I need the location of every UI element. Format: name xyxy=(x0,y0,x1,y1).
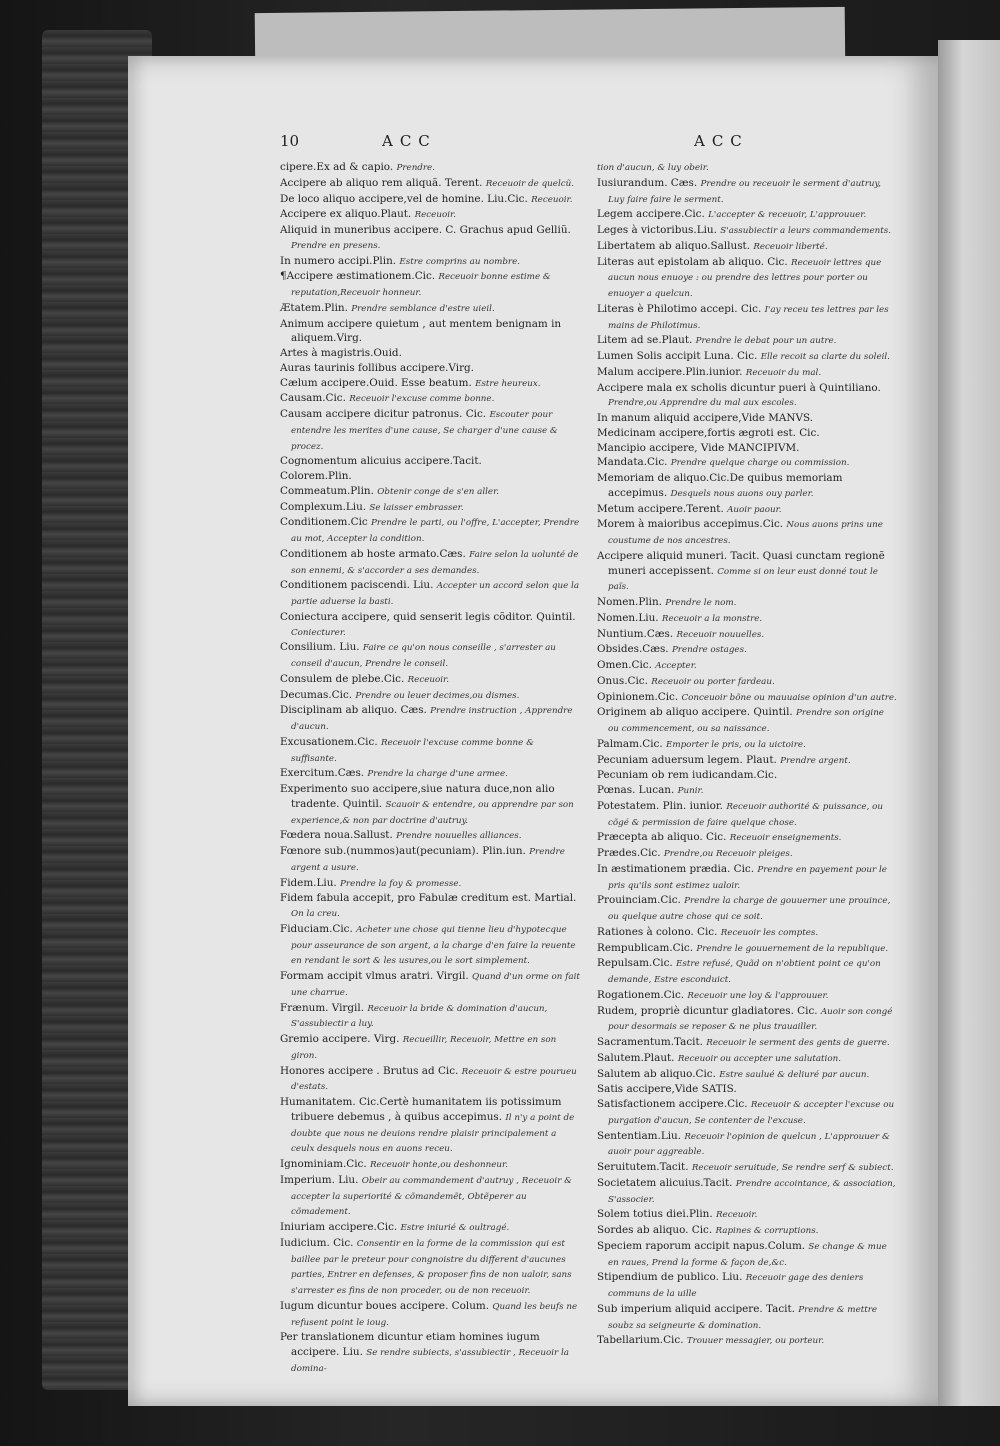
french-gloss: L'accepter & receuoir, L'approuuer. xyxy=(708,210,867,221)
dictionary-entry xyxy=(597,333,897,349)
french-gloss: Prendre accointance, & association, S'associer. xyxy=(608,1178,896,1205)
dictionary-entry xyxy=(597,988,897,1004)
dictionary-entry xyxy=(597,1067,897,1083)
dictionary-entry xyxy=(597,783,897,799)
dictionary-entry xyxy=(280,454,580,469)
french-gloss: Se change & mue en raues, Prend la forme & façon de,&c. xyxy=(608,1241,887,1268)
dictionary-entry xyxy=(280,610,580,641)
latin-phrase: Stipendium de publico. Liu. xyxy=(597,1271,743,1284)
latin-phrase: Legem accipere.Cic. xyxy=(597,208,705,221)
french-gloss: Auoir son congé pour desormais se reposer & ne plus trauailler. xyxy=(608,1006,893,1033)
dictionary-entry xyxy=(597,862,897,894)
latin-phrase: Fœdera noua.Sallust. xyxy=(280,829,393,842)
dictionary-entry xyxy=(280,688,580,704)
dictionary-entry xyxy=(280,223,580,254)
latin-phrase: Consilium. Liu. xyxy=(280,641,360,654)
latin-phrase: Humanitatem. Cic.Certè humanitatem iis potissimum tribuere debemus , à quibus accepimus. xyxy=(280,1096,562,1123)
dictionary-entry xyxy=(280,1236,580,1299)
dictionary-entry xyxy=(280,1095,580,1157)
french-gloss: Receuoir authorité & puissance, ou cõgé & permission de faire quelque chose. xyxy=(608,801,883,828)
dictionary-entry xyxy=(597,595,897,611)
latin-phrase: Honores accipere . Brutus ad Cic. xyxy=(280,1064,459,1077)
dictionary-entry xyxy=(280,1157,580,1173)
dictionary-entry xyxy=(597,1333,897,1349)
french-gloss: Estre iniurié & oultragé. xyxy=(400,1223,510,1233)
latin-phrase: Pœnas. Lucan. xyxy=(597,784,675,796)
latin-phrase: Excusationem.Cic. xyxy=(280,735,378,748)
latin-phrase: Memoriam de aliquo.Cic.De quibus memoriam accepimus. xyxy=(597,472,843,499)
latin-phrase: Mancipio accipere, Vide MANCIPIVM. xyxy=(597,441,800,454)
left-column xyxy=(280,160,580,1377)
dictionary-entry xyxy=(597,768,897,783)
latin-phrase: Metum accipere.Terent. xyxy=(597,502,724,515)
french-gloss: Receuoir a la monstre. xyxy=(661,613,763,624)
french-gloss: Prendre & mettre soubz sa seigneurie & domination. xyxy=(608,1304,878,1331)
french-gloss: Recueillir, Receuoir, Mettre en son giron. xyxy=(291,1035,557,1061)
latin-phrase: Per translationem dicuntur etiam homines iugum accipere. Liu. xyxy=(280,1331,540,1358)
latin-phrase: Sub imperium aliquid accipere. Tacit. xyxy=(597,1302,795,1315)
dictionary-entry xyxy=(280,1001,580,1033)
latin-phrase: Causam.Cic. xyxy=(280,392,346,405)
dictionary-entry xyxy=(597,1160,897,1176)
dictionary-entry xyxy=(597,1035,897,1051)
latin-phrase: Accipere aliquid muneri. Tacit. Quasi cunctam regionẽ muneri accepissent. xyxy=(597,549,885,577)
latin-phrase: Coniectura accipere, quid senserit legis cõditor. Quintil. xyxy=(280,610,576,623)
latin-phrase: Prouinciam.Cic. xyxy=(597,894,681,907)
dictionary-entry xyxy=(597,381,897,412)
french-gloss: Rapines & corruptions. xyxy=(715,1226,819,1236)
french-gloss: Estre refusé, Quãd on n'obtient point ce qu'on demande, Estre esconduict. xyxy=(608,959,881,985)
french-gloss: Quand les beufs ne refusent point le ioug. xyxy=(291,1301,578,1328)
french-gloss: Trouuer messagier, ou porteur. xyxy=(686,1336,825,1347)
french-gloss: Prendre ou leuer decimes,ou dismes. xyxy=(355,690,520,701)
french-gloss: Estre comprins au nombre. xyxy=(399,256,521,267)
dictionary-entry xyxy=(280,469,580,484)
dictionary-entry xyxy=(597,223,897,239)
french-gloss: Prendre la foy & promesse. xyxy=(340,878,462,889)
french-gloss: Receuoir une loy & l'approuuer. xyxy=(687,990,829,1001)
latin-phrase: Animum accipere quietum , aut mentem benignam in aliquem.Virg. xyxy=(280,317,562,345)
french-gloss: Desquels nous auons ouy parler. xyxy=(670,488,814,499)
latin-phrase: Causam accipere dicitur patronus. Cic. xyxy=(280,408,487,420)
dictionary-entry xyxy=(597,941,897,957)
latin-phrase: Cælum accipere.Ouid. Esse beatum. xyxy=(280,376,472,389)
latin-phrase: Medicinam accipere,fortis ægroti est. Cic. xyxy=(597,426,820,439)
latin-phrase: Experimento suo accipere,siue natura duce,non alio tradente. Quintil. xyxy=(280,783,555,810)
french-gloss: Scauoir & entendre, ou apprendre par son experience,& non par doctrine d'autruy. xyxy=(291,799,574,826)
latin-phrase: Exercitum.Cæs. xyxy=(280,767,365,780)
latin-phrase: Salutem.Plaut. xyxy=(597,1051,675,1064)
dictionary-entry xyxy=(280,192,580,208)
french-gloss: Estre saulué & deliuré par aucun. xyxy=(719,1069,870,1080)
latin-phrase: Rationes à colono. Cic. xyxy=(597,925,718,938)
french-gloss: Receuoir nouuelles. xyxy=(676,629,765,640)
french-gloss: Receuoir les comptes. xyxy=(720,927,819,938)
latin-phrase: Formam accipit vlmus aratri. Virgil. xyxy=(280,970,469,982)
latin-phrase: Literas aut epistolam ab aliquo. Cic. xyxy=(597,255,788,268)
dictionary-entry xyxy=(597,642,897,658)
latin-phrase: Satis accipere,Vide SATIS. xyxy=(597,1083,737,1096)
french-gloss: I'ay receu tes lettres par les mains de Philotimus. xyxy=(608,304,889,331)
latin-phrase: Litem ad se.Plaut. xyxy=(597,334,693,347)
dictionary-entry xyxy=(280,207,580,223)
french-gloss: Receuoir bonne estime & reputation,Receuoir honneur. xyxy=(291,272,551,298)
dictionary-entry xyxy=(597,207,897,223)
dictionary-entry xyxy=(597,239,897,255)
french-gloss: Receuoir enseignements. xyxy=(729,833,842,844)
dictionary-entry xyxy=(597,658,897,674)
dictionary-entry xyxy=(280,735,580,767)
latin-phrase: Fiduciam.Cic. xyxy=(280,922,353,935)
french-gloss: Conceuoir bõne ou mauuaise opinion d'un autre. xyxy=(681,692,897,703)
french-gloss: Prendre son origine ou commencement, ou sa naissance. xyxy=(608,708,884,734)
running-head-right: ACC xyxy=(694,132,749,150)
latin-phrase: Pecuniam aduersum legem. Plaut. xyxy=(597,753,777,766)
latin-phrase: Frænum. Virgil. xyxy=(280,1001,364,1014)
dictionary-entry xyxy=(280,391,580,407)
dictionary-entry xyxy=(280,640,580,672)
dictionary-entry xyxy=(597,1004,897,1036)
dictionary-entry xyxy=(597,1207,897,1223)
french-gloss: Prendre instruction , Apprendre d'aucun. xyxy=(291,706,573,732)
french-gloss: Consentir en la forme de la commission qui est baillee par le preteur pour congnoistre du different d'aucunes parties, Entrer en defenses, & proposer fins de non ualoir, sans s'arrester es fins de non proceder, ou de non receuoir. xyxy=(291,1238,572,1296)
latin-phrase: Libertatem ab aliquo.Sallust. xyxy=(597,239,751,252)
french-gloss: Prendre le parti, ou l'offre, L'accepter, Prendre au mot, Accepter la condition. xyxy=(291,518,580,544)
french-gloss: Prendre argent. xyxy=(780,755,851,766)
french-gloss: Prendre,ou Receuoir pleiges. xyxy=(663,849,793,859)
dictionary-entry xyxy=(280,672,580,688)
french-gloss: Receuoir & accepter l'excuse ou purgation d'aucun, Se contenter de l'excuse. xyxy=(608,1100,895,1126)
dictionary-entry xyxy=(597,365,897,381)
dictionary-entry xyxy=(280,269,580,301)
french-gloss: Receuoir le serment des gents de guerre. xyxy=(706,1038,890,1048)
dictionary-entry xyxy=(280,317,580,347)
french-gloss: Faire ce qu'on nous conseille , s'arrester au conseil d'aucun, Prendre le conseil. xyxy=(291,643,556,669)
dictionary-entry xyxy=(280,891,580,922)
french-gloss: Se rendre subiects, s'assubiectir , Receuoir la domina- xyxy=(291,1348,569,1374)
french-gloss: Receuoir. xyxy=(531,194,573,205)
latin-phrase: Pecuniam ob rem iudicandam.Cic. xyxy=(597,769,778,782)
dictionary-entry xyxy=(597,455,897,471)
french-gloss: Nous auons prins une coustume de nos ancestres. xyxy=(608,520,883,546)
dictionary-entry xyxy=(597,426,897,441)
french-gloss: Obeir au commandement d'autruy , Receuoir & accepter la superiorité & cõmandemẽt, Obtẽperer au cõmadement. xyxy=(291,1175,572,1218)
latin-phrase: Nuntium.Cæs. xyxy=(597,627,674,640)
dictionary-entry xyxy=(280,766,580,782)
dictionary-entry xyxy=(597,1176,897,1208)
latin-phrase: Morem à maioribus accepimus.Cic. xyxy=(597,518,784,531)
dictionary-entry xyxy=(280,922,580,969)
latin-phrase: Auras taurinis follibus accipere.Virg. xyxy=(280,361,474,374)
french-gloss: Auoir paour. xyxy=(727,504,782,515)
latin-phrase: Gremio accipere. Virg. xyxy=(280,1033,400,1045)
latin-phrase: Omen.Cic. xyxy=(597,659,652,671)
latin-phrase: In æstimationem prædia. Cic. xyxy=(597,862,755,875)
latin-phrase: Sententiam.Liu. xyxy=(597,1129,682,1142)
dictionary-entry xyxy=(280,176,580,192)
latin-phrase: De loco aliquo accipere,vel de homine. Liu.Cic. xyxy=(280,192,528,205)
latin-phrase: Repulsam.Cic. xyxy=(597,957,673,970)
dictionary-entry xyxy=(280,1064,580,1096)
dictionary-entry xyxy=(597,160,897,176)
latin-phrase: Sordes ab aliquo. Cic. xyxy=(597,1224,713,1236)
latin-phrase: Accipere ex aliquo.Plaut. xyxy=(280,208,412,221)
latin-phrase: Complexum.Liu. xyxy=(280,500,367,513)
latin-phrase: Malum accipere.Plin.iunior. xyxy=(597,365,743,378)
latin-phrase: Conditionem.Cic xyxy=(280,516,368,529)
dictionary-entry xyxy=(597,549,897,595)
dictionary-entry xyxy=(597,176,897,208)
latin-phrase: Disciplinam ab aliquo. Cæs. xyxy=(280,704,427,717)
dictionary-entry xyxy=(597,1239,897,1271)
running-head-left: ACC xyxy=(382,132,437,150)
latin-phrase: Onus.Cic. xyxy=(597,674,648,687)
latin-phrase: Societatem alicuius.Tacit. xyxy=(597,1176,733,1189)
latin-phrase: Rogationem.Cic. xyxy=(597,988,685,1001)
french-gloss: Prendre en presens. xyxy=(291,240,381,251)
latin-phrase: Opinionem.Cic. xyxy=(597,690,679,703)
french-gloss: Prendre la charge d'une armee. xyxy=(367,769,508,780)
latin-phrase: Commeatum.Plin. xyxy=(280,484,374,497)
dictionary-entry xyxy=(597,1051,897,1067)
french-gloss: Comme si on leur eust donné tout le païs. xyxy=(608,566,878,593)
french-gloss: Elle recoit sa clarte du soleil. xyxy=(760,352,890,362)
french-gloss: Obtenir conge de s'en aller. xyxy=(377,486,500,497)
latin-phrase: Solem totius diei.Plin. xyxy=(597,1208,713,1221)
dictionary-entry xyxy=(280,844,580,876)
french-gloss: Emporter le pris, ou la uictoire. xyxy=(665,739,806,750)
dictionary-entry xyxy=(597,627,897,643)
french-gloss: tion d'aucun, & luy obeir. xyxy=(597,163,709,173)
dictionary-entry xyxy=(280,361,580,376)
facing-page-edge xyxy=(938,40,1000,1406)
french-gloss: Receuoir l'opinion de quelcun , L'approuuer & auoir pour aggreable. xyxy=(608,1131,890,1158)
dictionary-entry xyxy=(597,893,897,925)
latin-phrase: Cognomentum alicuius accipere.Tacit. xyxy=(280,455,482,468)
dictionary-entry xyxy=(280,578,580,610)
french-gloss: Prendre le nom. xyxy=(665,598,737,608)
dictionary-entry xyxy=(280,515,580,547)
french-gloss: Prendre semblance d'estre uieil. xyxy=(351,303,495,314)
latin-phrase: Prædes.Cic. xyxy=(597,847,661,859)
latin-phrase: Fœnore sub.(nummos)aut(pecuniam). Plin.iun. xyxy=(280,845,526,857)
latin-phrase: Accipere mala ex scholis dicuntur pueri à Quintiliano. xyxy=(597,381,881,394)
french-gloss: Receuoir. xyxy=(414,210,456,221)
dictionary-entry xyxy=(280,1220,580,1236)
dictionary-entry xyxy=(280,500,580,516)
dictionary-entry xyxy=(280,782,580,828)
dictionary-entry xyxy=(597,846,897,862)
latin-phrase: Tabellarium.Cic. xyxy=(597,1334,684,1347)
latin-phrase: Seruitutem.Tacit. xyxy=(597,1161,689,1173)
french-gloss: Prendre,ou Apprendre du mal aux escoles. xyxy=(608,398,797,409)
dictionary-entry xyxy=(597,471,897,502)
french-gloss: Receuoir liberté. xyxy=(753,241,828,252)
dictionary-entry xyxy=(597,441,897,456)
latin-phrase: Accipere ab aliquo rem aliquã. Terent. xyxy=(280,176,483,189)
dictionary-entry xyxy=(280,1330,580,1376)
dictionary-entry xyxy=(280,484,580,500)
dictionary-entry xyxy=(597,956,897,988)
french-gloss: Receuoir gage des deniers communs de la uille xyxy=(608,1273,864,1299)
dictionary-entry xyxy=(597,1129,897,1161)
dictionary-entry xyxy=(280,1299,580,1331)
latin-phrase: Potestatem. Plin. iunior. xyxy=(597,799,723,812)
dictionary-entry xyxy=(597,502,897,518)
page-number: 10 xyxy=(280,132,300,150)
french-gloss: Punir. xyxy=(677,786,704,796)
dictionary-entry xyxy=(280,828,580,844)
french-gloss: Receuoir & estre pourueu d'estats. xyxy=(291,1066,577,1093)
dictionary-entry xyxy=(280,969,580,1001)
french-gloss: On la creu. xyxy=(291,909,340,919)
latin-phrase: Obsides.Cæs. xyxy=(597,643,669,656)
latin-phrase: Imperium. Liu. xyxy=(280,1173,359,1186)
latin-phrase: In manum aliquid accipere,Vide MANVS. xyxy=(597,412,814,424)
french-gloss: Accepter un accord selon que la partie aduerse la basti. xyxy=(291,581,580,607)
french-gloss: S'assubiectir a leurs commandements. xyxy=(720,226,891,236)
dictionary-entry xyxy=(280,346,580,361)
latin-phrase: Rempublicam.Cic. xyxy=(597,941,694,954)
dictionary-entry xyxy=(597,753,897,769)
latin-phrase: Rudem, propriè dicuntur gladiatores. Cic. xyxy=(597,1004,818,1017)
latin-phrase: Consulem de plebe.Cic. xyxy=(280,672,405,685)
dictionary-entry xyxy=(597,349,897,365)
french-gloss: Receuoir honte,ou deshonneur. xyxy=(369,1160,508,1170)
latin-phrase: Præcepta ab aliquo. Cic. xyxy=(597,831,727,844)
dictionary-entry xyxy=(280,301,580,317)
latin-phrase: Literas è Philotimo accepi. Cic. xyxy=(597,302,762,315)
french-gloss: Receuoir ou accepter une salutation. xyxy=(677,1053,841,1064)
latin-phrase: Nomen.Plin. xyxy=(597,596,662,608)
french-gloss: Receuoir seruitude, Se rendre serf & subiect. xyxy=(691,1163,894,1173)
dictionary-entry xyxy=(597,674,897,690)
french-gloss: Receuoir l'excuse comme bonne. xyxy=(349,394,495,405)
french-gloss: Coniecturer. xyxy=(291,627,346,638)
french-gloss: Receuoir ou porter fardeau. xyxy=(651,676,775,687)
french-gloss: Il n'y a point de doubte que nous ne deuions rendre plaisir principalement a ceulx desquels nous en auons receu. xyxy=(291,1112,575,1155)
latin-phrase: Lumen Solis accipit Luna. Cic. xyxy=(597,350,758,362)
dictionary-entry xyxy=(597,611,897,627)
french-gloss: Se laisser embrasser. xyxy=(369,502,464,513)
dictionary-entry xyxy=(597,925,897,941)
latin-phrase: Palmam.Cic. xyxy=(597,737,663,750)
french-gloss: Escouter pour entendre les merites d'une cause, Se charger d'une cause & procez. xyxy=(291,410,558,452)
french-gloss: Prendre la charge de gouuerner une prouince, ou quelque autre chose qui ce soit. xyxy=(608,896,891,922)
right-column xyxy=(597,160,897,1349)
french-gloss: Acheter une chose qui tienne lieu d'hypotecque pour asseurance de son argent, a la charge d'en faire la reuente en rendant le sort & les usures,ou le sort simplement. xyxy=(291,924,576,967)
french-gloss: Receuoir la bride & domination d'aucun, S'assubiectir a luy. xyxy=(291,1003,548,1030)
dictionary-entry xyxy=(280,407,580,454)
latin-phrase: Iniuriam accipere.Cic. xyxy=(280,1221,398,1233)
french-gloss: Prendre quelque charge ou commission. xyxy=(670,458,850,469)
dictionary-entry xyxy=(280,1032,580,1064)
dictionary-entry xyxy=(280,160,580,176)
latin-phrase: In numero accipi.Plin. xyxy=(280,254,397,267)
french-gloss: Prendre ostages. xyxy=(671,645,747,656)
latin-phrase: Artes à magistris.Ouid. xyxy=(280,347,402,359)
dictionary-entry xyxy=(597,1270,897,1302)
dictionary-entry xyxy=(280,254,580,270)
latin-phrase: Salutem ab aliquo.Cic. xyxy=(597,1067,716,1080)
latin-phrase: Sacramentum.Tacit. xyxy=(597,1036,703,1048)
french-gloss: Prendre le gouuernement de la republique. xyxy=(696,943,889,954)
dictionary-entry xyxy=(597,411,897,426)
french-gloss: Prendre en payement pour le pris qu'ils sont estimez ualoir. xyxy=(608,864,887,891)
dictionary-entry xyxy=(280,547,580,579)
dictionary-entry xyxy=(597,1097,897,1129)
french-gloss: Prendre argent a usure. xyxy=(291,847,565,873)
latin-phrase: Decumas.Cic. xyxy=(280,688,353,701)
french-gloss: Receuoir lettres que aucun nous enuoye : ou prendre des lettres pour porter ou enuoyer a quelcun. xyxy=(608,257,882,299)
latin-phrase: Ætatem.Plin. xyxy=(280,301,348,314)
latin-phrase: Iusiurandum. Cæs. xyxy=(597,176,698,189)
latin-phrase: Nomen.Liu. xyxy=(597,611,659,624)
dictionary-entry xyxy=(280,1173,580,1220)
french-gloss: Prendre nouuelles alliances. xyxy=(396,831,522,842)
latin-phrase: Originem ab aliquo accipere. Quintil. xyxy=(597,706,793,719)
latin-phrase: ¶Accipere æstimationem.Cic. xyxy=(280,270,436,283)
latin-phrase: Leges à victoribus.Liu. xyxy=(597,224,717,236)
latin-phrase: Conditionem paciscendi. Liu. xyxy=(280,579,434,592)
dictionary-entry xyxy=(597,705,897,737)
latin-phrase: Aliquid in muneribus accipere. C. Grachus apud Gelliũ. xyxy=(280,224,571,236)
french-gloss: Prendre ou receuoir le serment d'autruy, Luy faire faire le serment. xyxy=(608,178,882,205)
latin-phrase: cipere.Ex ad & capio. xyxy=(280,161,394,173)
latin-phrase: Colorem.Plin. xyxy=(280,470,352,482)
dictionary-entry xyxy=(597,1223,897,1239)
french-gloss: Estre heureux. xyxy=(475,378,541,389)
dictionary-entry xyxy=(597,1082,897,1097)
french-gloss: Quand d'un orme on fait une charrue. xyxy=(291,972,580,998)
dictionary-entry xyxy=(597,255,897,302)
french-gloss: Receuoir du mal. xyxy=(745,367,822,378)
dictionary-entry xyxy=(597,1302,897,1334)
dictionary-entry xyxy=(597,302,897,334)
latin-phrase: Speciem raporum accipit napus.Colum. xyxy=(597,1239,806,1252)
latin-phrase: Ignominiam.Cic. xyxy=(280,1158,367,1170)
dictionary-entry xyxy=(597,517,897,549)
french-gloss: Prendre le debat pour un autre. xyxy=(695,336,837,347)
latin-phrase: Conditionem ab hoste armato.Cæs. xyxy=(280,547,466,560)
dictionary-entry xyxy=(597,830,897,846)
french-gloss: Prendre. xyxy=(396,163,435,173)
latin-phrase: Mandata.Cic. xyxy=(597,456,668,469)
dictionary-entry xyxy=(280,703,580,735)
latin-phrase: Iudicium. Cic. xyxy=(280,1236,354,1249)
french-gloss: Faire selon la uolunté de son ennemi, & s'accorder a ses demandes. xyxy=(291,549,579,576)
dictionary-entry xyxy=(597,799,897,831)
french-gloss: Receuoir. xyxy=(715,1210,758,1221)
french-gloss: Receuoir. xyxy=(407,674,449,685)
latin-phrase: Fidem.Liu. xyxy=(280,876,337,889)
french-gloss: Accepter. xyxy=(655,661,697,671)
dictionary-entry xyxy=(597,737,897,753)
latin-phrase: Iugum dicuntur boues accipere. Colum. xyxy=(280,1299,490,1312)
dictionary-entry xyxy=(597,690,897,706)
french-gloss: Receuoir de quelcũ. xyxy=(485,178,575,189)
french-gloss: Receuoir l'excuse comme bonne & suffisante. xyxy=(291,737,534,764)
dictionary-entry xyxy=(280,376,580,392)
latin-phrase: Satisfactionem accipere.Cic. xyxy=(597,1098,748,1110)
dictionary-entry xyxy=(280,876,580,892)
latin-phrase: Fidem fabula accepit, pro Fabulæ creditum est. Martial. xyxy=(280,892,577,905)
